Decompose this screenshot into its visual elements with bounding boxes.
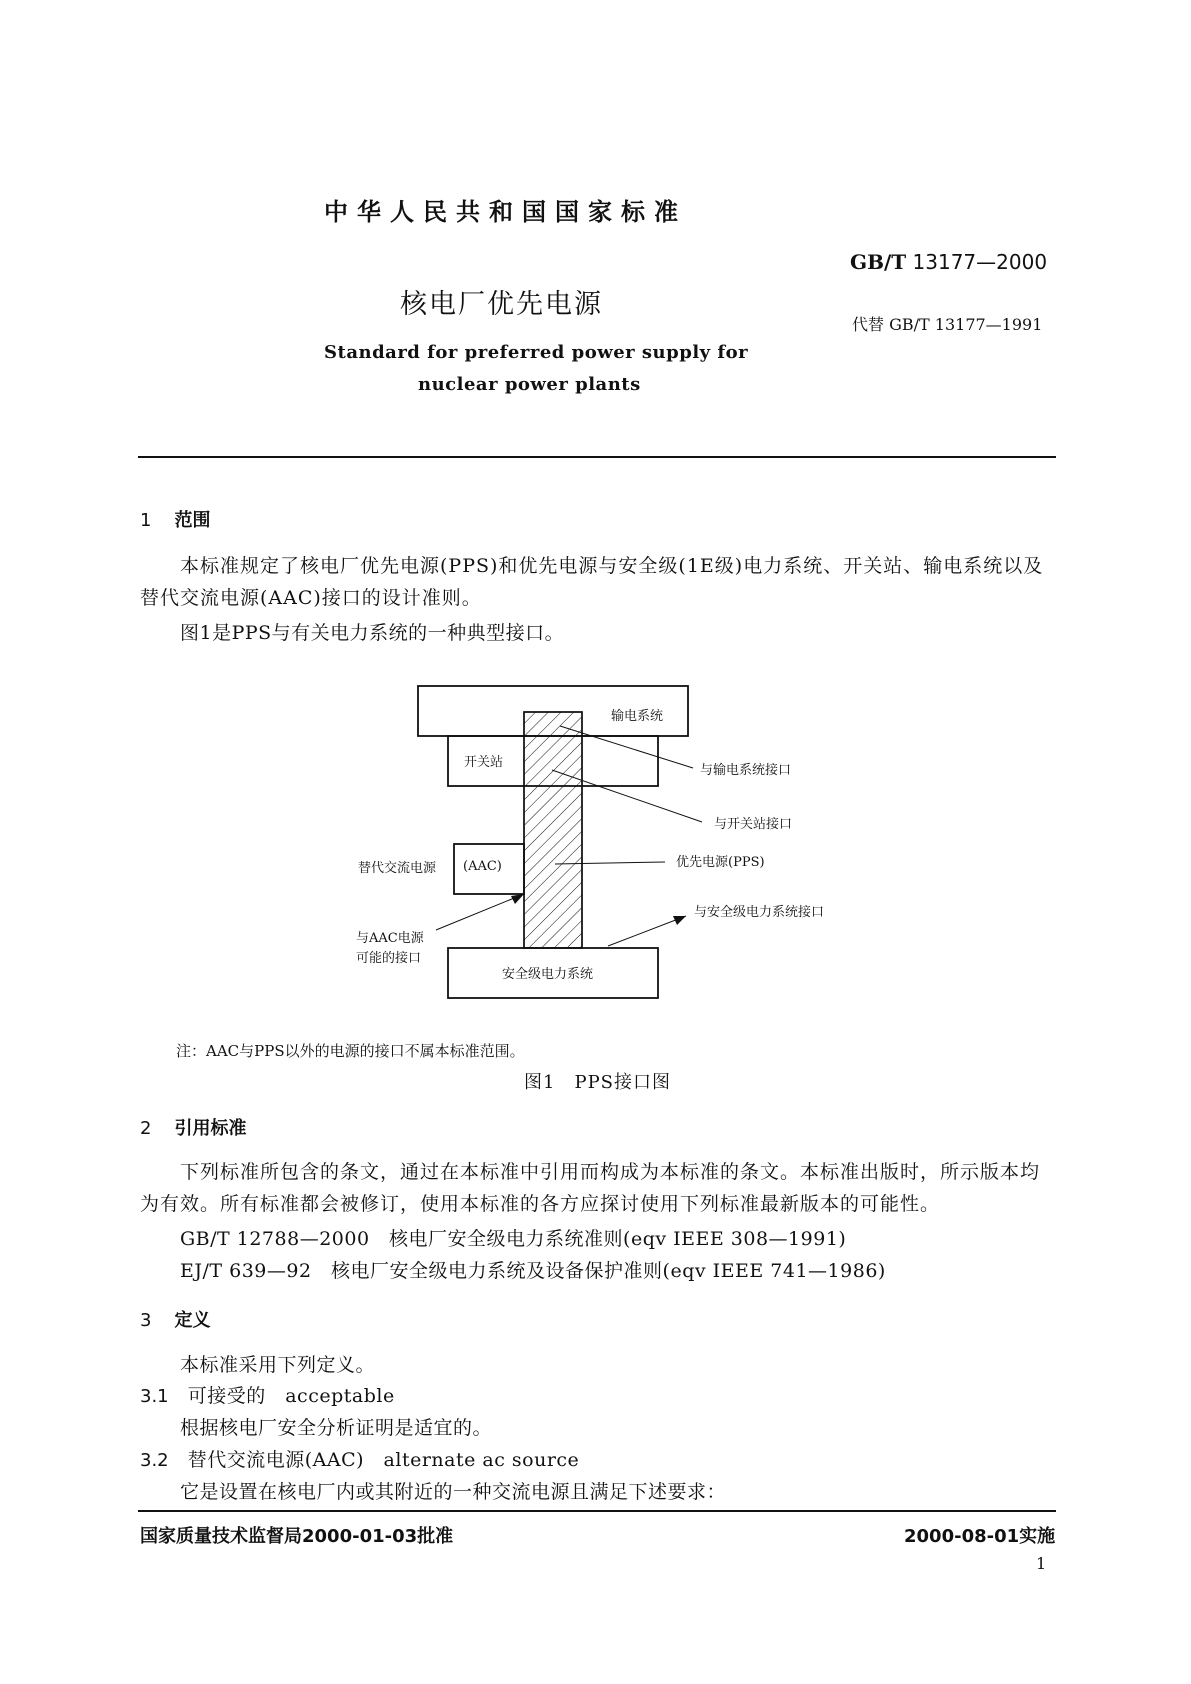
section-title: 引用标准 <box>174 1118 247 1139</box>
section-3-intro: 本标准采用下列定义。 <box>180 1354 376 1376</box>
safety-interface-label: 与安全级电力系统接口 <box>694 905 825 920</box>
section-number: 2 <box>140 1118 152 1139</box>
definition-3-2-heading <box>140 1445 579 1472</box>
section-1-paragraph: 本标准规定了核电厂优先电源(PPS)和优先电源与安全级(1E级)电力系统、开关站、输电系统以及替代交流电源(AAC)接口的设计准则。 <box>140 555 1044 609</box>
safety-power-system-label: 安全级电力系统 <box>502 967 594 982</box>
section-1-figure-reference: 图1是PPS与有关电力系统的一种典型接口。 <box>180 622 565 644</box>
section-title: 定义 <box>174 1310 211 1331</box>
switchyard-label: 开关站 <box>464 755 504 770</box>
page-number: 1 <box>1036 1554 1047 1573</box>
definition-term: 可接受的 acceptable <box>187 1385 395 1407</box>
switchyard-interface-label: 与开关站接口 <box>714 817 793 832</box>
title-english-line2: nuclear power plants <box>418 374 641 395</box>
figure-note: 注：AAC与PPS以外的电源的接口不属本标准范围。 <box>176 1042 525 1060</box>
national-standard-heading: 中华人民共和国国家标准 <box>324 198 687 226</box>
effective-date: 2000-08-01实施 <box>904 1526 1056 1547</box>
figure-caption: 图1 PPS接口图 <box>524 1072 672 1093</box>
replaces-note: 代替 GB/T 13177—1991 <box>852 315 1043 334</box>
title-english-line1: Standard for preferred power supply for <box>324 342 749 363</box>
pps-label: 优先电源(PPS) <box>676 855 765 870</box>
section-title: 范围 <box>174 510 211 531</box>
section-number: 1 <box>140 510 152 531</box>
reference-1: GB/T 12788—2000 核电厂安全级电力系统准则(eqv IEEE 308—1991) <box>180 1228 847 1250</box>
section-2-paragraph: 下列标准所包含的条文，通过在本标准中引用而构成为本标准的条文。本标准出版时，所示版本均为有效。所有标准都会被修订，使用本标准的各方应探讨使用下列标准最新版本的可能性。 <box>140 1161 1041 1215</box>
definition-number: 3.2 <box>140 1450 169 1471</box>
aac-box-label: (AAC) <box>463 859 502 874</box>
leader-aac-interface <box>436 894 524 930</box>
definition-term: 替代交流电源(AAC) alternate ac source <box>187 1449 580 1471</box>
transmission-system-label: 输电系统 <box>611 709 664 724</box>
arrow-aac-interface <box>511 894 524 904</box>
definition-3-1-heading <box>140 1381 395 1408</box>
standard-code-number: 13177—2000 <box>912 250 1048 274</box>
aac-source-label: 替代交流电源 <box>358 861 437 876</box>
transmission-interface-label: 与输电系统接口 <box>700 763 792 778</box>
aac-possible-interface-label-1: 与AAC电源 <box>356 931 424 946</box>
section-3-heading <box>140 1306 211 1332</box>
definition-3-2-text: 它是设置在核电厂内或其附近的一种交流电源且满足下述要求： <box>180 1481 727 1503</box>
reference-2: EJ/T 639—92 核电厂安全级电力系统及设备保护准则(eqv IEEE 741—1986) <box>180 1260 886 1282</box>
document-title: 核电厂优先电源 <box>400 289 603 320</box>
pps-hatched-column <box>524 712 582 948</box>
leader-safety-interface <box>608 916 686 946</box>
section-2-heading <box>140 1114 247 1140</box>
definition-number: 3.1 <box>140 1386 169 1407</box>
aac-possible-interface-label-2: 可能的接口 <box>356 951 422 966</box>
footer-divider <box>138 1510 1056 1512</box>
definition-3-1-text: 根据核电厂安全分析证明是适宜的。 <box>180 1417 493 1439</box>
standard-code-prefix: GB/T <box>850 250 907 274</box>
approval-date: 国家质量技术监督局2000-01-03批准 <box>140 1526 454 1547</box>
section-number: 3 <box>140 1310 152 1331</box>
